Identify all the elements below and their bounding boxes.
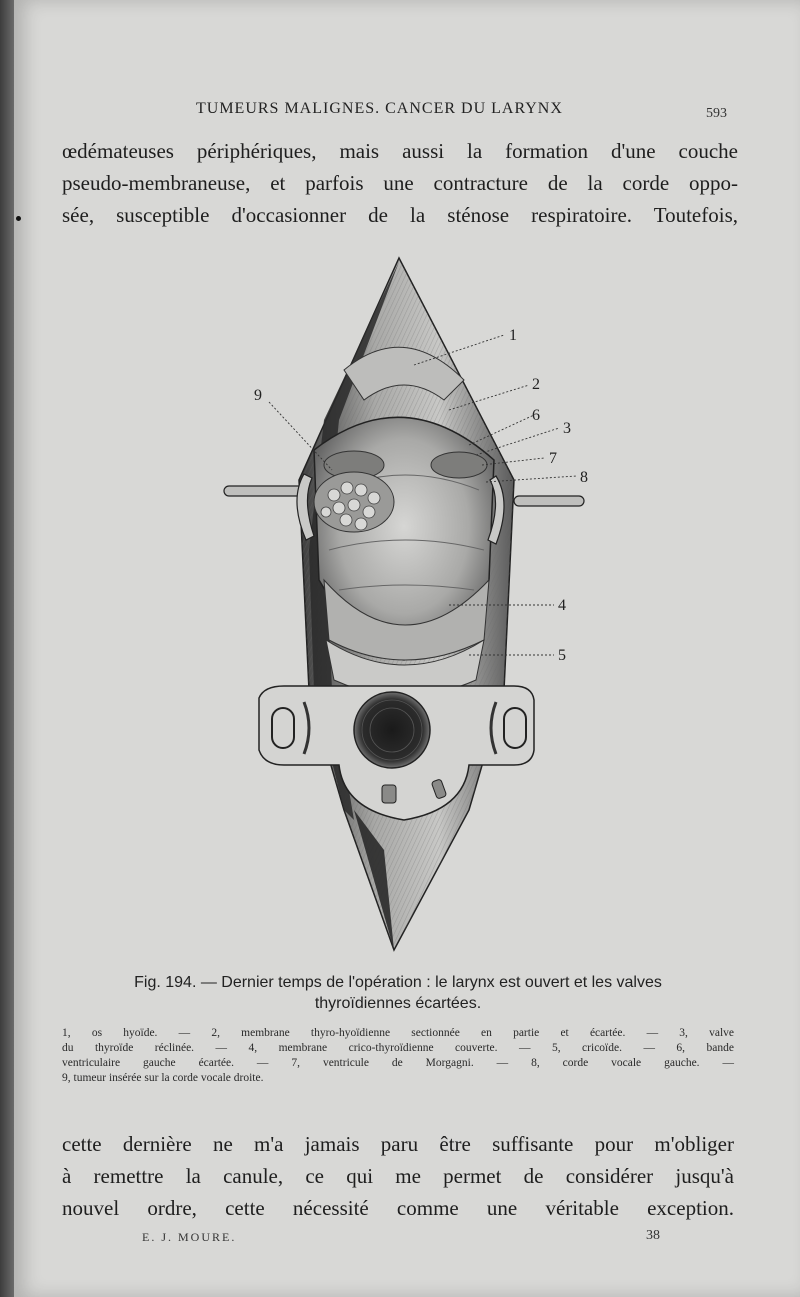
margin-mark bbox=[16, 216, 21, 221]
caption-line: thyroïdiennes écartées. bbox=[314, 995, 482, 1012]
figure-label-6: 6 bbox=[532, 407, 540, 424]
figure-legend bbox=[62, 1026, 734, 1086]
tracheal-cannula bbox=[259, 686, 534, 820]
paragraph-line: pseudo-membraneuse, et parfois une contracture de la corde oppo- bbox=[62, 171, 738, 195]
retractor-hook-left bbox=[224, 486, 304, 496]
surgical-illustration bbox=[214, 250, 614, 960]
figure-caption bbox=[62, 972, 734, 1014]
tumour-mass bbox=[314, 472, 394, 532]
paragraph-line: sée, susceptible d'occasionner de la sténose respiratoire. Toutefois, bbox=[62, 203, 738, 227]
paragraph-line: à remettre la canule, ce qui me permet de considérer jusqu'à bbox=[62, 1164, 734, 1188]
legend-line: 1, os hyoïde. — 2, membrane thyro-hyoïdienne sectionnée en partie et écartée. — 3, valve bbox=[62, 1027, 734, 1039]
figure-label-8: 8 bbox=[580, 469, 588, 486]
legend-line: ventriculaire gauche écartée. — 7, ventricule de Morgagni. — 8, corde vocale gauche. — bbox=[62, 1057, 734, 1069]
paragraph-line: œdémateuses périphériques, mais aussi la formation d'une couche bbox=[62, 139, 738, 163]
figure-label-3: 3 bbox=[563, 420, 571, 437]
signature-mark: 38 bbox=[646, 1228, 660, 1243]
figure-label-5: 5 bbox=[558, 647, 566, 664]
book-page bbox=[14, 0, 800, 1297]
footer-author: E. J. MOURE. bbox=[142, 1230, 237, 1244]
figure-label-2: 2 bbox=[532, 376, 540, 393]
figure-label-4: 4 bbox=[558, 597, 566, 614]
page-number: 593 bbox=[706, 106, 727, 121]
top-paragraph bbox=[62, 135, 738, 231]
retractor-hook-right bbox=[514, 496, 584, 506]
ventricle-right bbox=[431, 452, 487, 478]
bottom-paragraph bbox=[62, 1128, 734, 1224]
scan-gutter bbox=[0, 0, 14, 1297]
legend-line: du thyroïde réclinée. — 4, membrane crico-thyroïdienne couverte. — 5, cricoïde. — 6, bande bbox=[62, 1042, 734, 1054]
paragraph-line: cette dernière ne m'a jamais paru être suffisante pour m'obliger bbox=[62, 1132, 734, 1156]
legend-line: 9, tumeur insérée sur la corde vocale droite. bbox=[62, 1072, 264, 1084]
caption-line: Fig. 194. — Dernier temps de l'opération : le larynx est ouvert et les valves bbox=[134, 974, 662, 991]
running-title: TUMEURS MALIGNES. CANCER DU LARYNX bbox=[196, 100, 563, 117]
paragraph-line: nouvel ordre, cette nécessité comme une véritable exception. bbox=[62, 1196, 734, 1220]
figure-label-7: 7 bbox=[549, 450, 557, 467]
figure-label-9: 9 bbox=[254, 387, 262, 404]
figure-label-1: 1 bbox=[509, 327, 517, 344]
